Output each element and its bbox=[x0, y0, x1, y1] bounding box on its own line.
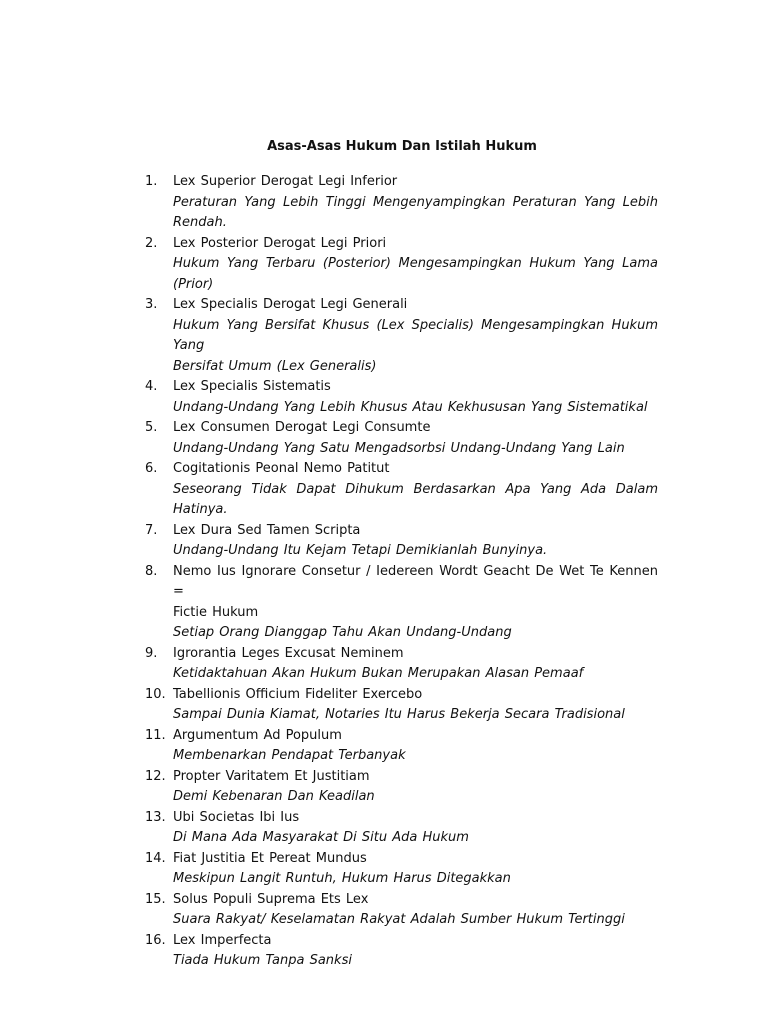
list-item bbox=[145, 644, 658, 685]
item-number: 13. bbox=[145, 809, 166, 825]
list-item bbox=[145, 890, 658, 931]
item-number: 5. bbox=[145, 420, 158, 435]
principles-list bbox=[145, 172, 658, 972]
item-number: 3. bbox=[145, 297, 158, 312]
item-meaning-line: Hukum Yang Bersifat Khusus (Lex Specialis) Mengesampingkan Hukum Yang bbox=[173, 317, 658, 353]
list-item bbox=[145, 459, 658, 521]
item-number: 10. bbox=[145, 686, 166, 702]
item-term: Fiat Justitia Et Pereat Mundus bbox=[173, 850, 367, 866]
list-item bbox=[145, 685, 658, 726]
list-item bbox=[145, 377, 658, 418]
item-meaning-line: Seseorang Tidak Dapat Dihukum Berdasarkan Apa Yang Ada Dalam Hatinya. bbox=[173, 481, 658, 517]
item-meaning-line: Bersifat Umum (Lex Generalis) bbox=[173, 358, 377, 374]
item-meaning-line: Membenarkan Pendapat Terbanyak bbox=[173, 748, 406, 763]
item-meaning-line: Setiap Orang Dianggap Tahu Akan Undang-Undang bbox=[173, 625, 512, 640]
item-number: 8. bbox=[145, 563, 158, 579]
list-item bbox=[145, 931, 658, 972]
list-item bbox=[145, 726, 658, 767]
item-term: Cogitationis Peonal Nemo Patitut bbox=[173, 461, 390, 476]
item-number: 14. bbox=[145, 850, 166, 866]
item-term: Argumentum Ad Populum bbox=[173, 727, 342, 743]
item-meaning-line: (Prior) bbox=[173, 276, 214, 292]
list-item bbox=[145, 849, 658, 890]
document-title: Asas-Asas Hukum Dan Istilah Hukum bbox=[267, 139, 537, 154]
list-item bbox=[145, 418, 658, 459]
item-meaning-line: Peraturan Yang Lebih Tinggi Mengenyampingkan Peraturan Yang Lebih bbox=[173, 194, 658, 210]
item-term: Propter Varitatem Et Justitiam bbox=[173, 768, 370, 784]
item-meaning-line: Rendah. bbox=[173, 215, 227, 230]
item-number: 2. bbox=[145, 235, 158, 251]
item-number: 11. bbox=[145, 727, 166, 743]
item-number: 6. bbox=[145, 461, 158, 476]
item-term-line: Fictie Hukum bbox=[173, 604, 259, 620]
item-meaning-line: Hukum Yang Terbaru (Posterior) Mengesampingkan Hukum Yang Lama bbox=[173, 256, 658, 271]
list-item bbox=[145, 295, 658, 377]
list-item bbox=[145, 767, 658, 808]
item-meaning-line: Undang-Undang Yang Satu Mengadsorbsi Undang-Undang Yang Lain bbox=[173, 440, 625, 456]
item-meaning-line: Demi Kebenaran Dan Keadilan bbox=[173, 789, 375, 804]
list-item bbox=[145, 234, 658, 296]
item-meaning-line: Di Mana Ada Masyarakat Di Situ Ada Hukum bbox=[173, 830, 469, 845]
list-item bbox=[145, 521, 658, 562]
list-item bbox=[145, 562, 658, 644]
item-number: 1. bbox=[145, 174, 158, 189]
item-term: Lex Dura Sed Tamen Scripta bbox=[173, 522, 361, 538]
item-term: Lex Posterior Derogat Legi Priori bbox=[173, 235, 387, 251]
item-term: Lex Consumen Derogat Legi Consumte bbox=[173, 420, 431, 435]
item-meaning-line: Meskipun Langit Runtuh, Hukum Harus Ditegakkan bbox=[173, 871, 511, 886]
item-term: Lex Superior Derogat Legi Inferior bbox=[173, 174, 398, 189]
item-meaning-line: Ketidaktahuan Akan Hukum Bukan Merupakan Alasan Pemaaf bbox=[173, 666, 584, 681]
item-term: Ubi Societas Ibi Ius bbox=[173, 809, 300, 825]
item-term: Lex Specialis Derogat Legi Generali bbox=[173, 297, 408, 312]
item-term-line: Nemo Ius Ignorare Consetur / Iedereen Wordt Geacht De Wet Te Kennen = bbox=[173, 563, 658, 599]
item-term: Igrorantia Leges Excusat Neminem bbox=[173, 645, 404, 661]
item-number: 15. bbox=[145, 891, 166, 907]
item-number: 4. bbox=[145, 379, 158, 394]
item-number: 9. bbox=[145, 645, 158, 661]
item-term: Tabellionis Officium Fideliter Exercebo bbox=[173, 686, 423, 702]
item-term: Lex Specialis Sistematis bbox=[173, 379, 331, 394]
item-term: Solus Populi Suprema Ets Lex bbox=[173, 891, 369, 907]
item-meaning-line: Tiada Hukum Tanpa Sanksi bbox=[173, 953, 352, 968]
item-number: 12. bbox=[145, 768, 166, 784]
item-number: 7. bbox=[145, 522, 158, 538]
item-meaning-line: Undang-Undang Itu Kejam Tetapi Demikianlah Bunyinya. bbox=[173, 543, 548, 558]
item-number: 16. bbox=[145, 932, 166, 948]
item-term: Lex Imperfecta bbox=[173, 932, 272, 948]
list-item bbox=[145, 172, 658, 234]
list-item bbox=[145, 808, 658, 849]
item-meaning-line: Suara Rakyat/ Keselamatan Rakyat Adalah Sumber Hukum Tertinggi bbox=[173, 912, 625, 927]
item-meaning-line: Sampai Dunia Kiamat, Notaries Itu Harus Bekerja Secara Tradisional bbox=[173, 707, 625, 722]
item-meaning-line: Undang-Undang Yang Lebih Khusus Atau Kekhususan Yang Sistematikal bbox=[173, 399, 648, 415]
